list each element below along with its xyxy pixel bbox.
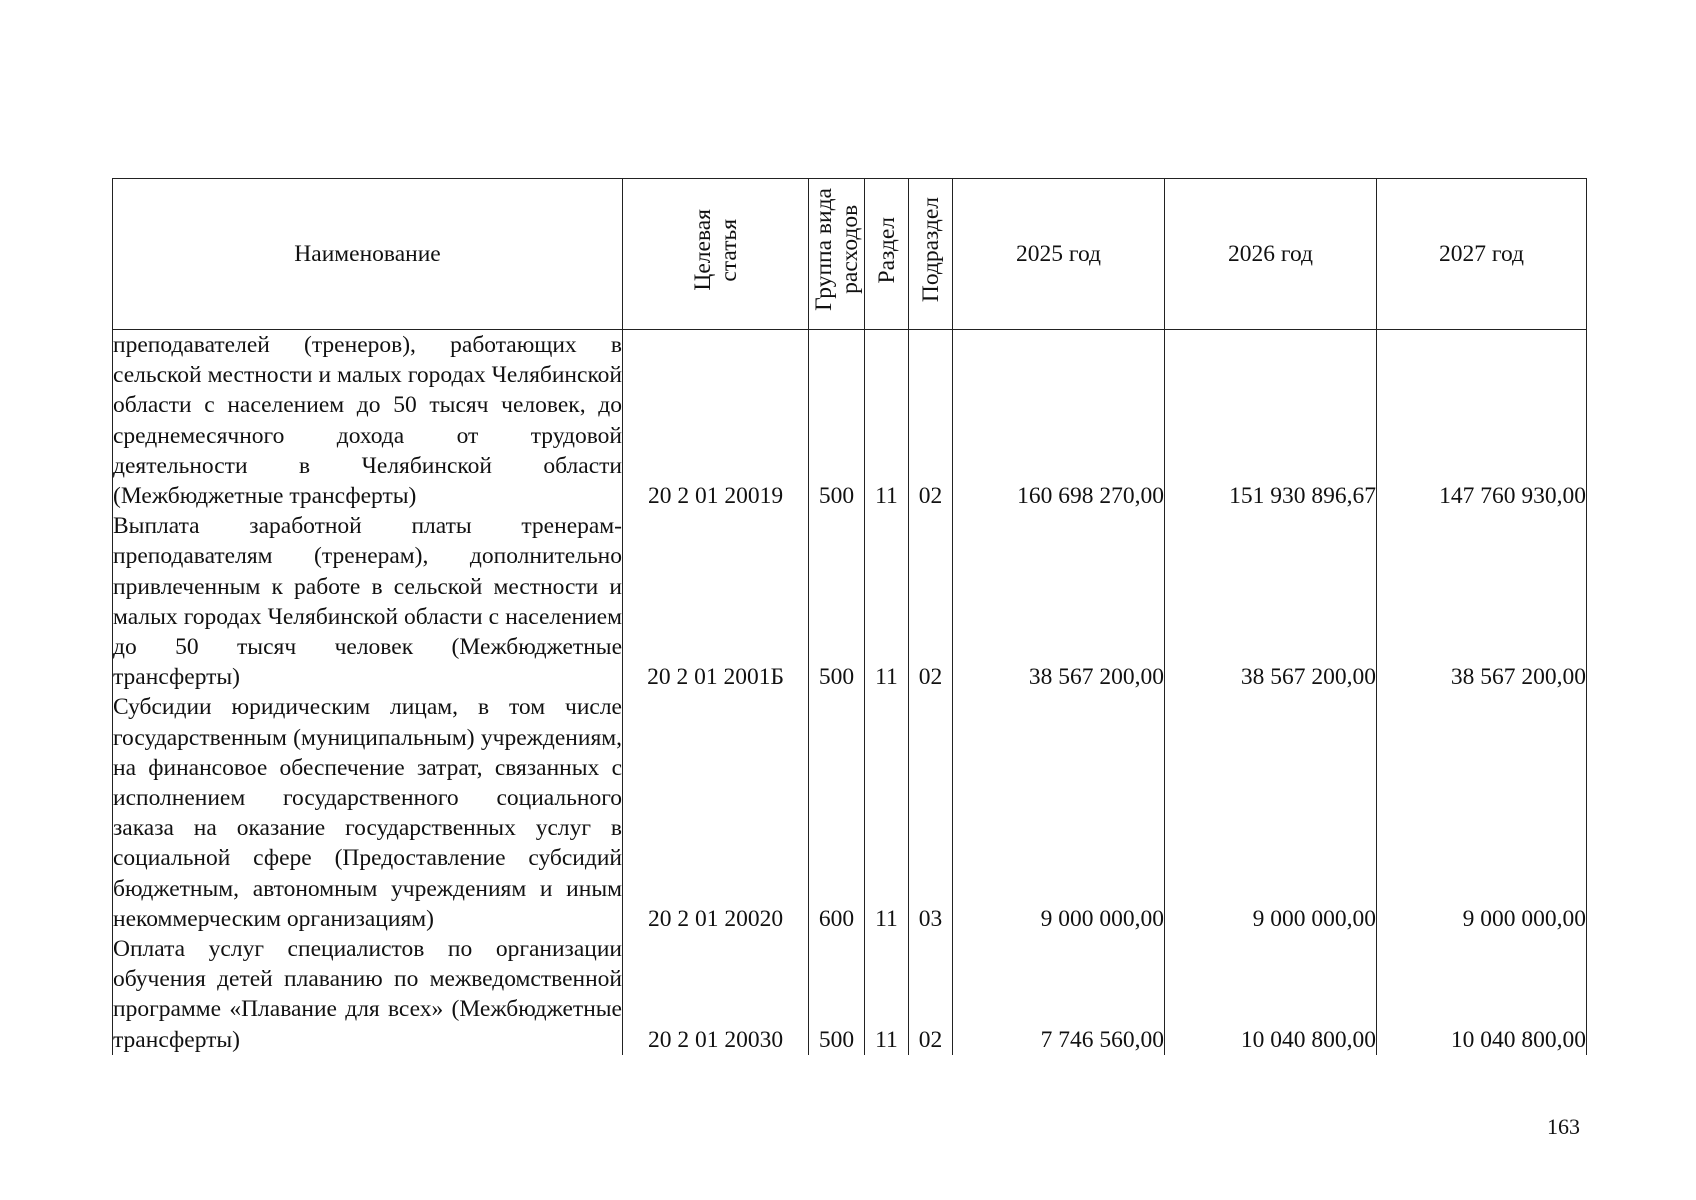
row-name: Выплата заработной платы тренерам-преподавателям (тренерам), дополнительно привлеченным к работе в сельской местности и малых городах Челябинской области с населением до 50 тысяч человек (Межбюджетные трансферты)	[113, 511, 623, 692]
row-expense-group: 500	[809, 330, 865, 512]
header-name: Наименование	[113, 179, 623, 330]
header-expense-group	[809, 179, 865, 330]
header-target-article	[623, 179, 809, 330]
row-amount-2026: 10 040 800,00	[1165, 934, 1377, 1055]
header-section	[865, 179, 909, 330]
header-subsection-label: Подраздел	[917, 197, 944, 303]
header-section-label: Раздел	[873, 216, 900, 284]
row-amount-2025: 38 567 200,00	[953, 511, 1165, 692]
row-target-article: 20 2 01 20020	[623, 692, 809, 934]
row-section: 11	[865, 934, 909, 1055]
row-name: Субсидии юридическим лицам, в том числе государственным (муниципальным) учреждениям, на финансовое обеспечение затрат, связанных с исполнением государственного социального заказа на оказание государственных услуг в социальной сфере (Предоставление субсидий бюджетным, автономным учреждениям и иным некоммерческим организациям)	[113, 692, 623, 934]
row-name: Оплата услуг специалистов по организации обучения детей плаванию по межведомственной программе «Плавание для всех» (Межбюджетные трансферты)	[113, 934, 623, 1055]
header-year-2027: 2027 год	[1377, 179, 1587, 330]
row-amount-2026: 9 000 000,00	[1165, 692, 1377, 934]
budget-table	[112, 178, 1587, 1055]
row-section: 11	[865, 330, 909, 512]
table-row	[113, 330, 1587, 512]
row-section: 11	[865, 692, 909, 934]
row-subsection: 02	[909, 511, 953, 692]
row-amount-2027: 38 567 200,00	[1377, 511, 1587, 692]
header-subsection	[909, 179, 953, 330]
row-amount-2025: 160 698 270,00	[953, 330, 1165, 512]
row-amount-2025: 7 746 560,00	[953, 934, 1165, 1055]
row-expense-group: 500	[809, 934, 865, 1055]
row-name: преподавателей (тренеров), работающих в сельской местности и малых городах Челябинской области с населением до 50 тысяч человек, до среднемесячного дохода от трудовой деятельности в Челябинской области (Межбюджетные трансферты)	[113, 330, 623, 512]
row-amount-2025: 9 000 000,00	[953, 692, 1165, 934]
row-target-article: 20 2 01 20019	[623, 330, 809, 512]
row-amount-2027: 10 040 800,00	[1377, 934, 1587, 1055]
page-number: 163	[1547, 1114, 1580, 1139]
row-expense-group: 500	[809, 511, 865, 692]
header-expense-group-label: Группа вида расходов	[810, 188, 863, 312]
table-row	[113, 692, 1587, 934]
row-amount-2026: 38 567 200,00	[1165, 511, 1377, 692]
header-year-2026: 2026 год	[1165, 179, 1377, 330]
header-target-article-label: Целевая статья	[689, 209, 742, 291]
row-target-article: 20 2 01 20030	[623, 934, 809, 1055]
row-subsection: 02	[909, 330, 953, 512]
table-row	[113, 511, 1587, 692]
row-subsection: 02	[909, 934, 953, 1055]
row-amount-2026: 151 930 896,67	[1165, 330, 1377, 512]
row-section: 11	[865, 511, 909, 692]
header-year-2025: 2025 год	[953, 179, 1165, 330]
row-amount-2027: 147 760 930,00	[1377, 330, 1587, 512]
table-body	[113, 330, 1587, 1055]
row-amount-2027: 9 000 000,00	[1377, 692, 1587, 934]
row-subsection: 03	[909, 692, 953, 934]
row-expense-group: 600	[809, 692, 865, 934]
row-target-article: 20 2 01 2001Б	[623, 511, 809, 692]
table-header	[113, 179, 1587, 330]
table-row	[113, 934, 1587, 1055]
